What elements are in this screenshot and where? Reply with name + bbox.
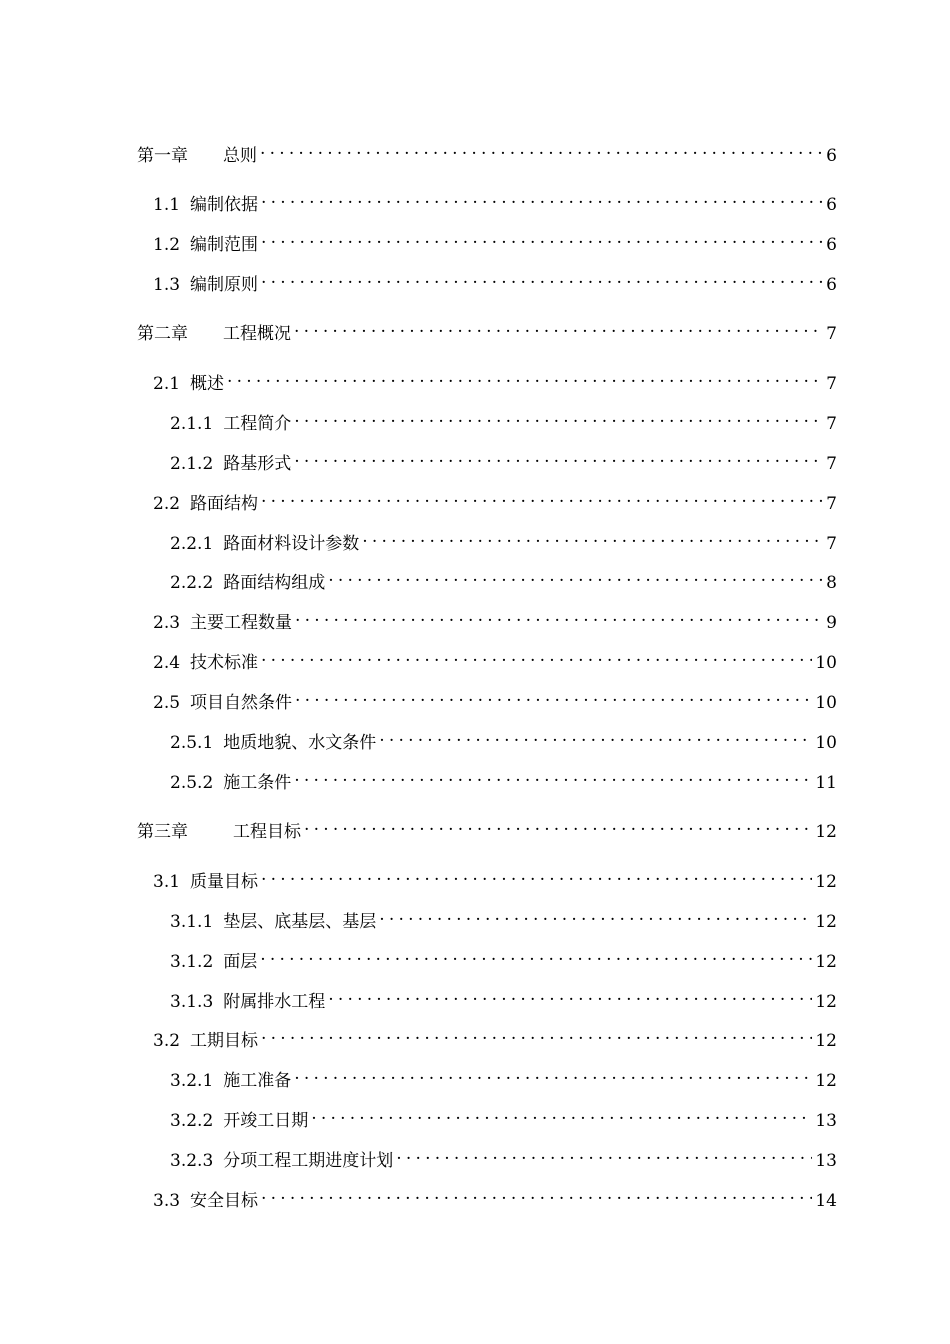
dot-leader	[261, 226, 823, 250]
toc-page-number: 6	[826, 235, 837, 255]
toc-entry-chapter-2[interactable]	[137, 315, 837, 344]
toc-entry-2-1[interactable]	[153, 365, 837, 394]
toc-title: 施工准备	[223, 1071, 292, 1091]
toc-number: 2.3	[153, 613, 181, 633]
toc-page-number: 6	[826, 195, 837, 215]
dot-leader	[379, 724, 812, 748]
toc-entry-3-1[interactable]	[153, 863, 837, 892]
dot-leader	[328, 564, 823, 588]
toc-page-number: 7	[826, 494, 837, 514]
toc-number: 3.2.2	[170, 1111, 214, 1131]
dot-leader	[227, 365, 823, 389]
dot-leader	[261, 186, 823, 210]
toc-number: 3.2	[153, 1031, 181, 1051]
toc-entry-2-4[interactable]	[153, 644, 837, 673]
dot-leader	[261, 1022, 812, 1046]
toc-title: 分项工程工期进度计划	[223, 1151, 394, 1171]
toc-number: 第二章	[137, 324, 188, 344]
toc-number: 3.1	[153, 872, 181, 892]
toc-page-number: 6	[826, 146, 837, 166]
dot-leader	[260, 943, 812, 967]
dot-leader	[261, 863, 812, 887]
toc-title: 路基形式	[223, 454, 292, 474]
dot-leader	[294, 445, 823, 469]
dot-leader	[396, 1142, 812, 1166]
toc-entry-3-2[interactable]	[153, 1022, 837, 1051]
toc-title: 质量目标	[190, 872, 259, 892]
toc-title: 面层	[223, 952, 258, 972]
toc-number: 1.2	[153, 235, 181, 255]
toc-title: 编制依据	[190, 195, 259, 215]
toc-title: 编制范围	[190, 235, 259, 255]
toc-number: 2.5	[153, 693, 181, 713]
toc-entry-1-3[interactable]	[153, 266, 837, 295]
toc-title: 概述	[190, 374, 225, 394]
toc-title: 编制原则	[190, 275, 259, 295]
toc-entry-2-3[interactable]	[153, 604, 837, 633]
toc-entry-2-1-1[interactable]	[170, 405, 837, 434]
toc-number: 3.1.1	[170, 912, 214, 932]
toc-number: 3.2.1	[170, 1071, 214, 1091]
dot-leader	[304, 813, 812, 837]
toc-entry-3-1-3[interactable]	[170, 983, 837, 1012]
toc-entry-2-5-1[interactable]	[170, 724, 837, 753]
toc-entry-chapter-3[interactable]	[137, 813, 837, 842]
dot-leader	[294, 315, 823, 339]
dot-leader	[261, 485, 823, 509]
toc-number: 3.2.3	[170, 1151, 214, 1171]
toc-entry-1-2[interactable]	[153, 226, 837, 255]
toc-entry-2-2-2[interactable]	[170, 564, 837, 593]
toc-page-number: 7	[826, 414, 837, 434]
toc-entry-2-2[interactable]	[153, 485, 837, 514]
toc-entry-2-2-1[interactable]	[170, 525, 837, 554]
toc-number: 2.2	[153, 494, 181, 514]
toc-number: 2.5.1	[170, 733, 214, 753]
toc-title: 开竣工日期	[223, 1111, 309, 1131]
dot-leader	[294, 1062, 812, 1086]
dot-leader	[261, 644, 812, 668]
toc-page-number: 12	[815, 822, 837, 842]
toc-entry-3-2-2[interactable]	[170, 1102, 837, 1131]
toc-page-number: 12	[815, 1071, 837, 1091]
toc-title: 垫层、底基层、基层	[223, 912, 377, 932]
toc-page-number: 12	[815, 992, 837, 1012]
dot-leader	[362, 525, 823, 549]
toc-page-number: 7	[826, 454, 837, 474]
toc-entry-2-1-2[interactable]	[170, 445, 837, 474]
toc-number: 2.1	[153, 374, 181, 394]
toc-page-number: 14	[815, 1191, 837, 1211]
dot-leader	[311, 1102, 812, 1126]
dot-leader	[295, 604, 823, 628]
toc-number: 第一章	[137, 146, 188, 166]
toc-page-number: 12	[815, 912, 837, 932]
toc-number: 3.3	[153, 1191, 181, 1211]
dot-leader	[260, 137, 823, 161]
toc-entry-2-5-2[interactable]	[170, 764, 837, 793]
toc-title: 工期目标	[190, 1031, 259, 1051]
toc-number: 第三章	[137, 822, 188, 842]
toc-number: 2.2.1	[170, 534, 214, 554]
toc-title: 工程目标	[233, 822, 301, 842]
toc-number: 1.3	[153, 275, 181, 295]
toc-entry-2-5[interactable]	[153, 684, 837, 713]
dot-leader	[294, 405, 823, 429]
toc-number: 3.1.3	[170, 992, 214, 1012]
toc-number: 2.1.2	[170, 454, 214, 474]
toc-page-number: 11	[815, 773, 837, 793]
toc-title: 总则	[223, 146, 257, 166]
toc-entry-3-3[interactable]	[153, 1182, 837, 1211]
toc-title: 附属排水工程	[223, 992, 326, 1012]
toc-number: 1.1	[153, 195, 181, 215]
toc-title: 地质地貌、水文条件	[223, 733, 377, 753]
toc-title: 路面结构组成	[223, 573, 326, 593]
toc-number: 2.5.2	[170, 773, 214, 793]
dot-leader	[379, 903, 812, 927]
toc-page-number: 12	[815, 872, 837, 892]
toc-page-number: 10	[815, 693, 837, 713]
toc-title: 路面材料设计参数	[223, 534, 360, 554]
toc-entry-3-2-3[interactable]	[170, 1142, 837, 1171]
toc-entry-3-2-1[interactable]	[170, 1062, 837, 1091]
toc-page-number: 12	[815, 1031, 837, 1051]
toc-title: 路面结构	[190, 494, 259, 514]
toc-title: 安全目标	[190, 1191, 259, 1211]
toc-entry-chapter-1[interactable]	[137, 137, 837, 166]
toc-page-number: 8	[826, 573, 837, 593]
toc-page-number: 12	[815, 952, 837, 972]
dot-leader	[261, 266, 823, 290]
toc-number: 2.2.2	[170, 573, 214, 593]
toc-title: 工程概况	[223, 324, 291, 344]
toc-page-number: 7	[826, 324, 837, 344]
dot-leader	[328, 983, 812, 1007]
toc-title: 工程简介	[223, 414, 292, 434]
toc-page-number: 10	[815, 733, 837, 753]
toc-number: 3.1.2	[170, 952, 214, 972]
toc-page-number: 7	[826, 374, 837, 394]
toc-entry-3-1-2[interactable]	[170, 943, 837, 972]
dot-leader	[261, 1182, 812, 1206]
toc-title: 施工条件	[223, 773, 292, 793]
toc-number: 2.4	[153, 653, 181, 673]
toc-page-number: 10	[815, 653, 837, 673]
toc-title: 项目自然条件	[190, 693, 293, 713]
toc-number: 2.1.1	[170, 414, 214, 434]
toc-page-number: 9	[826, 613, 837, 633]
toc-page-number: 7	[826, 534, 837, 554]
dot-leader	[294, 764, 812, 788]
toc-page-number: 6	[826, 275, 837, 295]
toc-page-number: 13	[815, 1111, 837, 1131]
toc-title: 主要工程数量	[190, 613, 293, 633]
toc-title: 技术标准	[190, 653, 259, 673]
toc-page-number: 13	[815, 1151, 837, 1171]
dot-leader	[295, 684, 812, 708]
toc-entry-1-1[interactable]	[153, 186, 837, 215]
toc-entry-3-1-1[interactable]	[170, 903, 837, 932]
